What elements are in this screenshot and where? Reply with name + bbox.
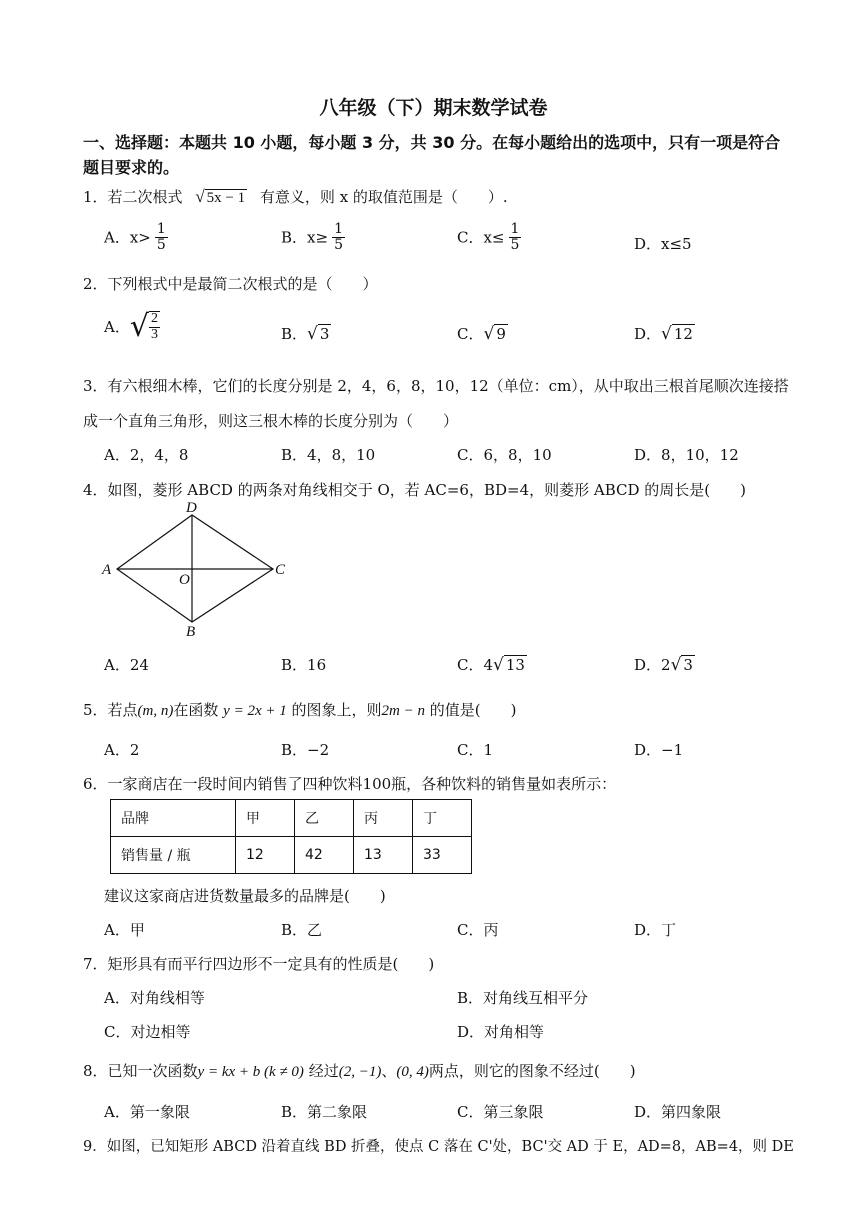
page-title: 八年级（下）期末数学试卷: [319, 97, 548, 119]
question-2: 2．下列根式中是最简二次根式的是（ ）: [83, 275, 378, 293]
denominator: 3: [150, 326, 158, 342]
q6-option-b[interactable]: B．乙: [281, 921, 323, 939]
q4-option-d[interactable]: [634, 654, 695, 675]
q8-text-3: 两点，则它的图象不经过( ): [428, 1062, 636, 1080]
fraction: [155, 222, 168, 252]
fraction: [332, 222, 345, 252]
q7-option-d[interactable]: D．对角相等: [457, 1023, 545, 1041]
radical: √ 9: [483, 324, 506, 344]
q5-point: (m, n): [137, 703, 174, 719]
radical-sign: √: [129, 309, 149, 344]
numerator: 1: [334, 221, 343, 237]
q1-option-a[interactable]: [104, 222, 168, 252]
q8-function: y = kx + b (k ≠ 0): [197, 1064, 304, 1080]
question-3-line1: 3．有六根细木棒，它们的长度分别是 2，4，6，8，10，12（单位：cm），从中取出三根首尾顺次连接搭: [83, 377, 789, 395]
q2-option-c[interactable]: [457, 323, 508, 344]
question-6: 6．一家商店在一段时间内销售了四种饮料100瓶，各种饮料的销售量如表所示：: [83, 775, 617, 793]
sales-table: [110, 799, 472, 874]
q5-text-4: 的值是( ): [429, 701, 517, 719]
q3-option-b[interactable]: B．4，8，10: [281, 446, 376, 464]
rhombus-figure: [95, 500, 305, 640]
question-1-radicand: 5x − 1: [206, 190, 246, 206]
radicand: 9: [496, 325, 506, 343]
table-cell: 33: [413, 837, 472, 874]
option-label: A．: [104, 318, 130, 336]
section-heading-line2: 题目要求的。: [83, 158, 180, 177]
radicand: 3: [319, 325, 330, 343]
table-cell: 销售量 / 瓶: [111, 837, 236, 874]
label-b: B: [186, 624, 196, 640]
table-header-row: [111, 800, 472, 837]
option-label: D．2: [634, 656, 671, 674]
option-label: A．x>: [104, 228, 151, 247]
q5-text-2: 在函数: [173, 701, 219, 719]
option-label: C．4: [457, 656, 494, 674]
q2-option-b[interactable]: [281, 323, 331, 344]
denominator: 5: [510, 236, 520, 253]
q7-option-c[interactable]: C．对边相等: [104, 1023, 191, 1041]
q1-option-d[interactable]: D．x≤5: [634, 235, 692, 253]
option-label: D．: [634, 325, 662, 343]
table-cell: 13: [354, 837, 413, 874]
section-heading-line1: 一、选择题：本题共 10 小题，每小题 3 分，共 30 分。在每小题给出的选项中，只有一项是符合: [83, 133, 781, 152]
radicand: 13: [505, 656, 525, 674]
q4-option-c[interactable]: [457, 654, 527, 675]
denominator: 5: [334, 236, 343, 253]
q8-option-b[interactable]: B．第二象限: [281, 1103, 368, 1121]
q4-option-a[interactable]: A．24: [104, 656, 149, 674]
question-6-followup: 建议这家商店进货数量最多的品牌是( ): [104, 887, 386, 905]
table-cell: 42: [295, 837, 354, 874]
fraction: [149, 311, 160, 342]
q8-option-d[interactable]: D．第四象限: [634, 1103, 722, 1121]
question-1-radical: √ 5x − 1: [195, 187, 246, 206]
question-4: 4．如图，菱形 ABCD 的两条对角线相交于 O，若 AC=6，BD=4，则菱形 ABCD 的周长是( ): [83, 481, 747, 499]
table-row: [111, 837, 472, 874]
q7-option-b[interactable]: B．对角线互相平分: [457, 989, 589, 1007]
label-d: D: [186, 500, 197, 516]
q3-option-d[interactable]: D．8，10，12: [634, 446, 739, 464]
question-8: [83, 1060, 636, 1081]
radical: √ 12: [661, 324, 693, 344]
question-9: 9．如图，已知矩形 ABCD 沿着直线 BD 折叠，使点 C 落在 C'处，BC'交 AD 于 E，AD=8，AB=4，则 DE: [83, 1139, 794, 1155]
q6-option-c[interactable]: C．丙: [457, 921, 499, 939]
q8-point-1: (2, −1): [338, 1064, 382, 1080]
table-cell: 品牌: [111, 800, 236, 837]
table-cell: 乙: [295, 800, 354, 837]
table-cell: 甲: [236, 800, 295, 837]
radical: √ 3: [670, 655, 693, 675]
question-1-prefix: 1．若二次根式: [83, 188, 183, 206]
q8-text-1: 8．已知一次函数: [83, 1062, 198, 1080]
question-7: 7．矩形具有而平行四边形不一定具有的性质是( ): [83, 955, 435, 973]
q2-option-a[interactable]: [104, 309, 160, 344]
q5-option-c[interactable]: C．1: [457, 741, 494, 759]
q8-option-c[interactable]: C．第三象限: [457, 1103, 544, 1121]
denominator: 5: [156, 236, 166, 253]
q8-point-2: (0, 4): [396, 1064, 429, 1080]
q7-option-a[interactable]: A．对角线相等: [104, 989, 205, 1007]
radicand: 3: [683, 656, 693, 674]
q1-option-c[interactable]: [457, 222, 521, 252]
q5-text-1: 5．若点: [83, 701, 138, 719]
q6-option-a[interactable]: A．甲: [104, 921, 145, 939]
q8-text-2: 经过: [308, 1062, 339, 1080]
q8-option-a[interactable]: A．第一象限: [104, 1103, 190, 1121]
table-cell: 丁: [413, 800, 472, 837]
q5-function: y = 2x + 1: [223, 703, 287, 719]
question-1: [83, 186, 508, 207]
radical: √ 13: [493, 655, 525, 675]
q1-option-b[interactable]: [281, 222, 345, 252]
q5-option-d[interactable]: D．−1: [634, 741, 684, 759]
q3-option-a[interactable]: A．2，4，8: [104, 446, 189, 464]
question-3-line2: 成一个直角三角形，则这三根木棒的长度分别为（ ）: [83, 412, 459, 430]
question-1-suffix: 有意义，则 x 的取值范围是（ ）.: [259, 188, 508, 206]
numerator: 1: [510, 221, 520, 237]
option-label: B．x≥: [281, 228, 329, 247]
q6-option-d[interactable]: D．丁: [634, 921, 677, 939]
table-cell: 12: [236, 837, 295, 874]
fraction: [509, 222, 522, 252]
label-a: A: [102, 562, 112, 578]
q5-option-b[interactable]: B．−2: [281, 741, 330, 759]
option-label: C．x≤: [457, 228, 505, 247]
q3-option-c[interactable]: C．6，8，10: [457, 446, 552, 464]
q4-option-b[interactable]: B．16: [281, 656, 327, 674]
option-label: C．: [457, 325, 484, 343]
question-5: [83, 699, 517, 720]
label-o: O: [179, 572, 190, 588]
q5-option-a[interactable]: A．2: [104, 741, 140, 759]
radical: √ 3: [307, 324, 330, 344]
table-cell: 丙: [354, 800, 413, 837]
option-label: B．: [281, 325, 308, 343]
numerator: 2: [150, 310, 158, 326]
radicand: 12: [673, 325, 693, 343]
q8-separator: 、: [381, 1062, 397, 1080]
numerator: 1: [156, 221, 166, 237]
label-c: C: [275, 562, 286, 578]
q2-option-d[interactable]: [634, 323, 695, 344]
q5-text-3: 的图象上，则: [291, 701, 382, 719]
q5-expression: 2m − n: [381, 703, 425, 719]
